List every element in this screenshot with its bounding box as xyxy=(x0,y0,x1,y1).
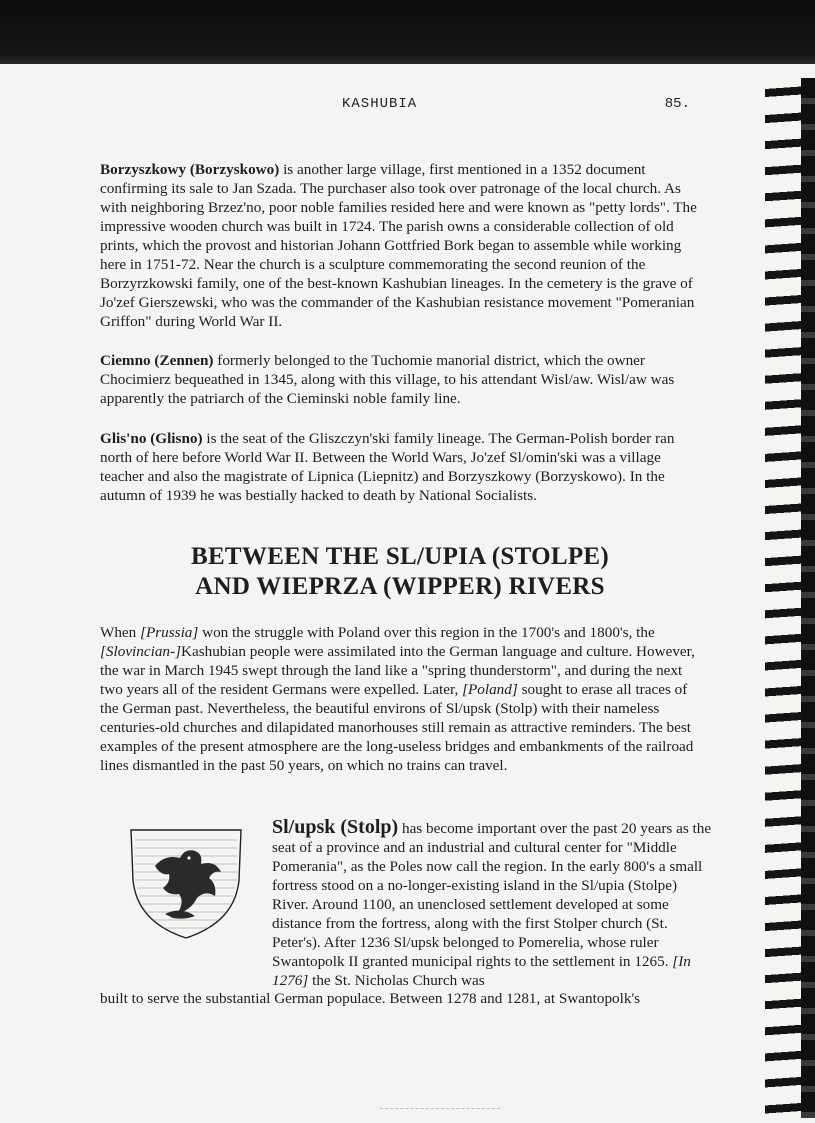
place-name: Borzyszkowy (Borzyskowo) xyxy=(100,161,280,178)
paragraph-slupsk-continuation: built to serve the substantial German populace. Between 1278 and 1281, at Swantopolk's xyxy=(100,990,641,1007)
intro-editorial: [Slovincian-] xyxy=(100,643,181,660)
place-name: Ciemno (Zennen) xyxy=(100,352,214,369)
paragraph-borzyszkowy xyxy=(100,160,700,331)
paragraph-glisno xyxy=(100,429,700,505)
paragraph-text: the St. Nicholas Church was xyxy=(308,972,485,989)
paragraph-text: is the seat of the Gliszczyn'ski family lineage. The German-Polish border ran north of here before World War II. Between the World Wars, Jo'zef Sl/omin'ski was a village teacher and also the magistrate of Lipnica (Liepnitz) and Borzyszkowy (Borzyskowo). In the autumn of 1939 he was bestially hacked to death by National Socialists. xyxy=(100,430,675,504)
intro-text: When xyxy=(100,624,141,641)
section-heading xyxy=(100,542,700,602)
place-name: Sl/upsk (Stolp) xyxy=(272,816,399,838)
paragraph-intro xyxy=(100,623,700,775)
intro-editorial: [Poland] xyxy=(462,681,518,698)
section-heading-line-1: BETWEEN THE SL/UPIA (STOLPE) xyxy=(190,543,610,570)
scan-top-edge xyxy=(0,0,815,64)
intro-editorial: [Prussia] xyxy=(140,624,199,641)
page-number: 85. xyxy=(664,96,690,112)
intro-text: Kashubian people were assimilated into the German language and culture. However, the war in March 1945 swept through the land like a "spring thunderstorm", and during the next two years all of the resident Germans were expelled. Later, xyxy=(100,643,695,698)
place-name: Glis'no (Glisno) xyxy=(100,430,203,447)
paragraph-text: is another large village, first mentioned in a 1352 document confirming its sale to Jan Szada. The purchaser also took over patronage of the local church. As with neighboring Brzez'no, poor noble families resided here and were known as "petty lords". The impressive wooden church was built in 1724. The parish owns a considerable collection of old prints, which the provost and historian Johann Gottfried Bork began to assemble while working here in 1751-72. Near the church is a sculpture commemorating the second reunion of the Borzyrzkowski family, one of the best-known Kashubian lineages. In the cemetery is the grave of Jo'zef Gierszewski, who was the commander of the Kashubian resistance movement "Pomeranian Griffon" during World War II. xyxy=(100,161,697,330)
spiral-binding xyxy=(765,78,815,1118)
paragraph-text: formerly belonged to the Tuchomie manorial district, which the owner Chocimierz bequeathed in 1345, along with this village, to his attendant Wisl/aw. Wisl/aw was apparently the patriarch of the Cieminski noble family line. xyxy=(100,352,675,407)
paragraph-slupsk xyxy=(272,818,712,990)
editorial-insert: [In 1276] xyxy=(272,953,691,989)
paragraph-ciemno xyxy=(100,351,700,408)
intro-text: sought to erase all traces of the German past. Nevertheless, the beautiful environs of Sl/upsk (Stolp) with their nameless centuries-old churches and dilapidated manorhouses still remain as attractive reminders. The best examples of the present atmosphere are the long-useless bridges and embankments of the railroad lines dismantled in the past 50 years, on which no trains can travel. xyxy=(100,681,694,774)
running-title: KASHUBIA xyxy=(342,96,418,112)
paragraph-text: has become important over the past 20 years as the seat of a province and an industrial and cultural center for "Middle Pomerania", as the Poles now call the region. In the early 800's a small fortress stood on a no-longer-existing island in the Sl/upia (Stolpe) River. Around 1100, an unenclosed settlement developed at some distance from the fortress, along with the first Stolper church (St. Peter's). After 1236 Sl/upsk belonged to Pomerelia, whose ruler Swantopolk II granted municipal rights to the settlement in 1265. xyxy=(272,820,712,970)
page-header xyxy=(100,96,690,116)
intro-text: won the struggle with Poland over this region in the 1700's and 1800's, the xyxy=(198,624,655,641)
scan-artifact xyxy=(380,1108,500,1110)
section-heading-line-2: AND WIEPRZA (WIPPER) RIVERS xyxy=(195,573,605,600)
griffin-coat-of-arms-icon xyxy=(125,818,247,942)
